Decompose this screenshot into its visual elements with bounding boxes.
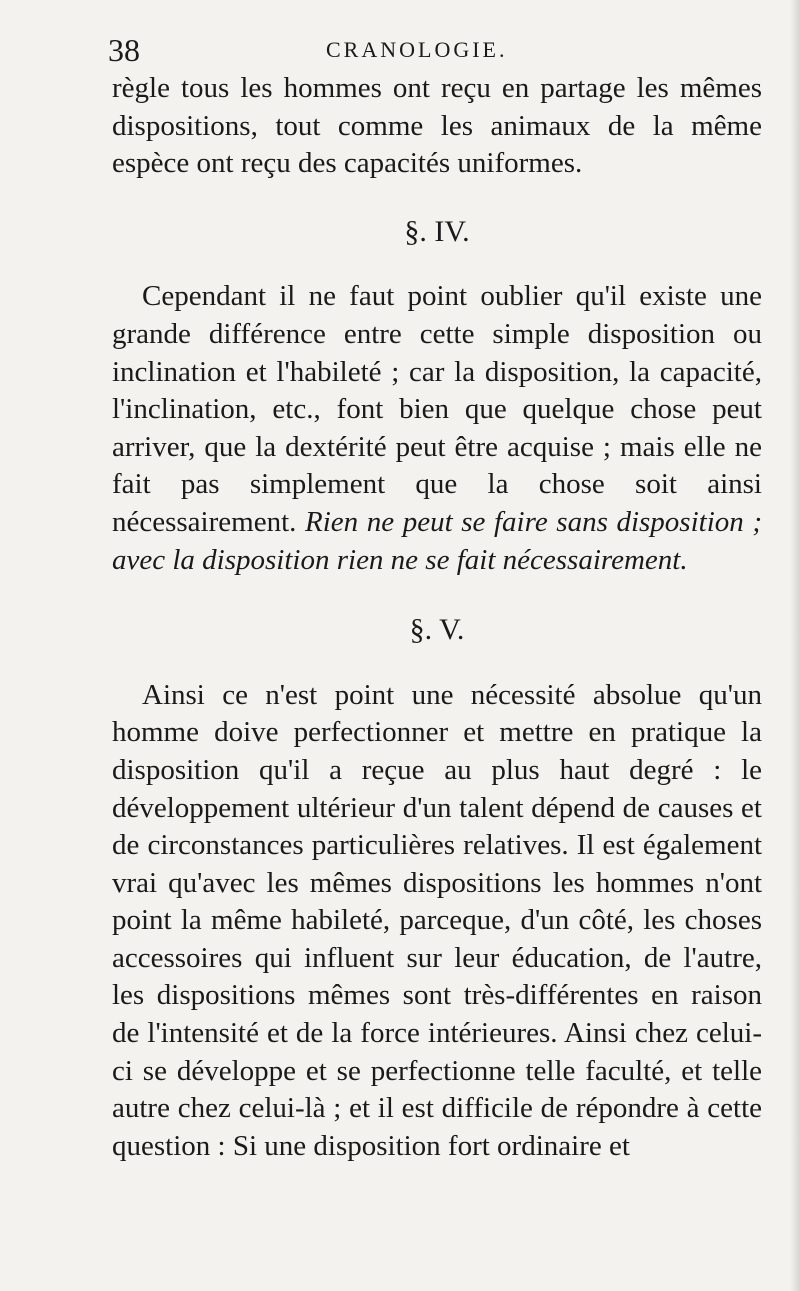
paragraph-continuation: règle tous les hommes ont reçu en partage les mêmes dispositions, tout comme les animaux de la même espèce ont reçu des capacités uniformes.	[112, 72, 762, 180]
paragraph-section-iv	[112, 278, 762, 579]
page-edge-shadow	[790, 0, 800, 1291]
section-heading-v: §. V.	[409, 613, 465, 647]
running-head: CRANOLOGIE.	[326, 37, 508, 62]
body-text	[112, 70, 762, 1165]
paragraph-section-iv-italic: Rien ne peut se faire sans disposition ; avec la disposition rien ne se fait nécessairement.	[112, 505, 763, 576]
paragraph-section-iv-text: Cependant il ne faut point oublier qu'il existe une grande différence entre cette simple disposition ou inclination et l'habileté ; car la disposition, la capacité, l'inclination, etc., font bien que quelque chose peut arriver, que la dextérité peut être acquise ; mais elle ne fait pas simplement que la chose soit ainsi nécessairement.	[112, 280, 762, 538]
paragraph-section-v: Ainsi ce n'est point une nécessité absolue qu'un homme doive perfectionner et mettre en pratique la disposition qu'il a reçue au plus haut degré : le développement ultérieur d'un talent dépend de causes et de circonstances particulières relatives. Il est également vrai qu'avec les mêmes dispositions les hommes n'ont point la même habileté, parceque, d'un côté, les choses accessoires qui influent sur leur éducation, de l'autre, les dispositions mêmes sont très-différentes en raison de l'intensité et de la force intérieures. Ainsi chez celui-ci se développe et se perfectionne telle faculté, et telle autre chez celui-là ; et il est difficile de répondre à cette question : Si une disposition fort ordinaire et	[112, 678, 762, 1162]
page-header	[108, 30, 768, 70]
section-heading-iv: §. IV.	[404, 214, 470, 248]
page-number: 38	[108, 32, 140, 68]
